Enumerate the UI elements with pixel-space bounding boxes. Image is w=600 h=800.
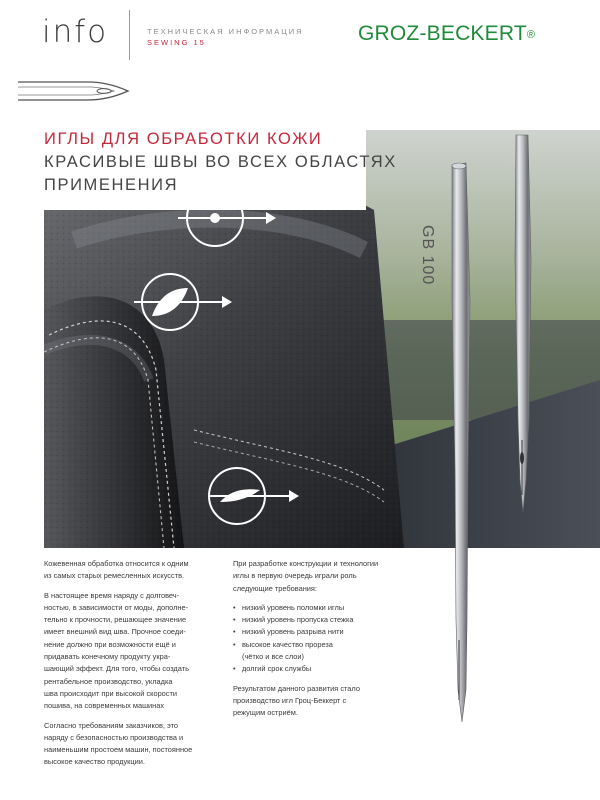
- brand-word: info: [42, 14, 109, 50]
- logo-text: GROZ-BECKERT: [358, 22, 527, 45]
- title-line-1: ИГЛЫ ДЛЯ ОБРАБОТКИ КОЖИ: [44, 130, 323, 148]
- header-series: SEWING 15: [147, 38, 206, 47]
- text-column-left: [44, 558, 216, 776]
- paragraph: В настоящее время наряду с долговеч- ностью, в зависимости от моды, дополне- тельно к прочности, решающее значение имеет внешний вид шва. Прочное соеди- нение должно при возможности ещё и придавать конечному продукту укра- шающий эффект. Для того, чтобы создать рентабельное производство, укладка шва происходит при высокой скорости пошива, на современных машинах: [44, 590, 189, 711]
- title-line-3: ПРИМЕНЕНИЯ: [44, 176, 179, 194]
- paragraph: Результатом данного развития стало производство игл Гроц-Беккерт с режущим остриём.: [233, 683, 360, 718]
- needle-marking: GB 100: [419, 225, 436, 286]
- text-column-right: [233, 558, 393, 727]
- logo-mark: ®: [526, 29, 536, 41]
- paragraph: При разработке конструкции и технологии иглы в первую очередь играли роль следующие требования:: [233, 559, 379, 593]
- header-subtitle: ТЕХНИЧЕСКАЯ ИНФОРМАЦИЯ: [147, 27, 304, 36]
- list-item: • низкий уровень разрыва нити: [233, 626, 393, 638]
- list-item: • низкий уровень пропуска стежка: [233, 614, 393, 626]
- list-item: • высокое качество прореза (чётко и все слои): [233, 639, 393, 664]
- paragraph: Согласно требованиям заказчиков, это наряду с безопасностью производства и наименьшим простоем машин, постоянное высокое качество продукции.: [44, 720, 193, 767]
- title-line-2: КРАСИВЫЕ ШВЫ ВО ВСЕХ ОБЛАСТЯХ: [44, 153, 397, 171]
- paragraph: Кожевенная обработка относится к одним из самых старых ремесленных искусств.: [44, 559, 189, 581]
- list-item: • низкий уровень поломки иглы: [233, 602, 393, 614]
- list-item: • долгий срок службы: [233, 663, 393, 675]
- requirements-list: [233, 602, 393, 676]
